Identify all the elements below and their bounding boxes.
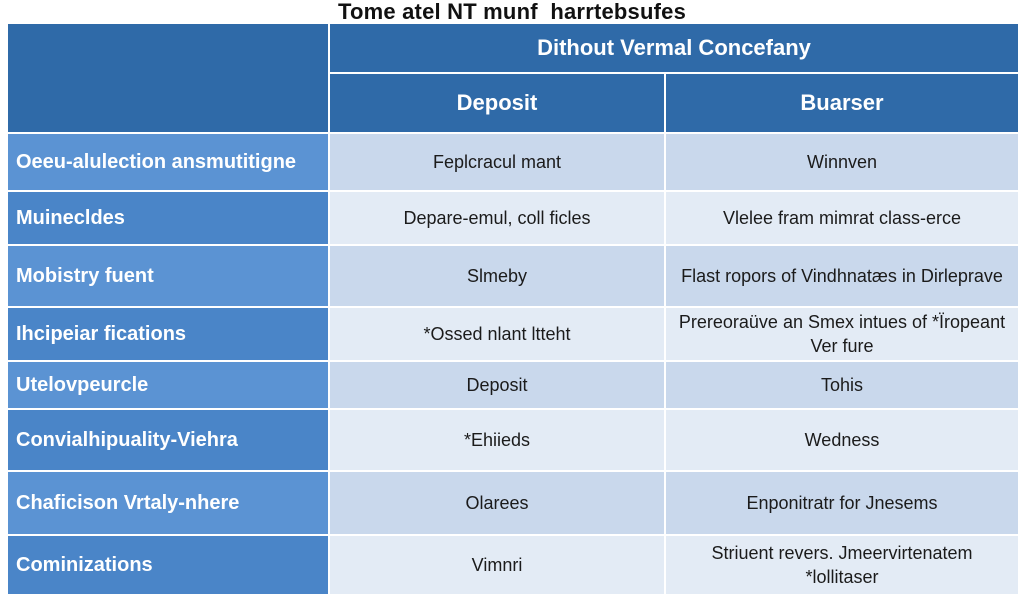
table-cell: Striuent revers. Jmeervirtenatem *lollitaser (666, 536, 1018, 594)
table-corner (8, 24, 328, 132)
column-header-buarser: Buarser (666, 74, 1018, 132)
table-group-header: Dithout Vermal Concefany (330, 24, 1018, 72)
table-cell: Flast ropors of Vindhnatæs in Dirleprave (666, 246, 1018, 306)
table-cell: Winnven (666, 134, 1018, 190)
table-cell: *Ossed nlant ltteht (330, 308, 664, 360)
table-cell: Slmeby (330, 246, 664, 306)
row-label: Convialhipuality-Viehra (8, 410, 328, 470)
table-cell: Deposit (330, 362, 664, 408)
table-cell: Vlelee fram mimrat class-erce (666, 192, 1018, 244)
table-cell: Wedness (666, 410, 1018, 470)
table-cell: Olarees (330, 472, 664, 534)
row-label: Oeeu-alulection ansmutitigne (8, 134, 328, 190)
comparison-table (8, 24, 1014, 587)
row-label: Chaficison Vrtaly-nhere (8, 472, 328, 534)
table-cell: Depare-emul, coll ficles (330, 192, 664, 244)
table-cell: Enponitratr for Jnesems (666, 472, 1018, 534)
row-label: Muinecldes (8, 192, 328, 244)
column-header-deposit: Deposit (330, 74, 664, 132)
row-label: Ihcipeiar fications (8, 308, 328, 360)
table-cell: Vimnri (330, 536, 664, 594)
table-cell: Feplcracul mant (330, 134, 664, 190)
page-title: Tome atel NT munf ﻿ harrtebsufes (337, 0, 687, 24)
table-cell: Prereoraüve an Smex intues of *Ïropeant Ver fure (666, 308, 1018, 360)
row-label: Mobistry fuent (8, 246, 328, 306)
table-cell: *Ehiieds (330, 410, 664, 470)
row-label: Utelovpeurcle (8, 362, 328, 408)
table-cell: Tohis (666, 362, 1018, 408)
row-label: Cominizations (8, 536, 328, 594)
